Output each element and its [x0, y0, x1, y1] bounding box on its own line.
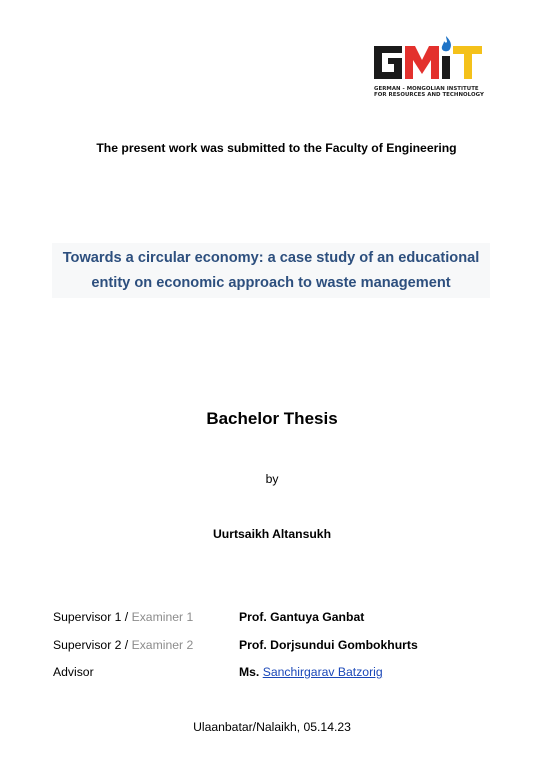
thesis-title — [52, 246, 490, 296]
thesis-title-line-1: Towards a circular economy: a case study of an educational — [62, 250, 480, 266]
submission-statement: The present work was submitted to the Faculty of Engineering — [96, 141, 457, 155]
advisor-row — [53, 665, 523, 683]
supervisor-2-name: Prof. Dorjsundui Gombokhurts — [239, 638, 418, 652]
institute-name-line-1: GERMAN - MONGOLIAN INSTITUTE — [374, 86, 479, 92]
supervisor-2-role: Supervisor 2 / — [53, 638, 132, 652]
by-label: by — [265, 472, 279, 486]
examiner-2-role: Examiner 2 — [131, 638, 194, 652]
place-and-date: Ulaanbatar/Nalaikh, 05.14.23 — [193, 720, 351, 734]
supervisor-1-label — [53, 610, 193, 624]
supervisor-2-row — [53, 638, 523, 656]
supervisor-1-row — [53, 610, 523, 628]
thesis-type-heading: Bachelor Thesis — [206, 409, 338, 428]
author-name: Uurtsaikh Altansukh — [212, 527, 332, 541]
institute-name-line-2: FOR RESOURCES AND TECHNOLOGY — [374, 92, 484, 99]
advisor-label: Advisor — [53, 665, 94, 679]
institute-logo — [372, 34, 484, 104]
thesis-title-line-2: entity on economic approach to waste management — [91, 275, 451, 291]
supervisor-2-label — [53, 638, 193, 652]
advisor-title-prefix: Ms. — [239, 665, 263, 679]
advisor-name — [239, 665, 383, 679]
supervisor-1-name: Prof. Gantuya Ganbat — [239, 610, 365, 624]
examiner-1-role: Examiner 1 — [131, 610, 194, 624]
advisor-name-link[interactable]: Sanchirgarav Batzorig — [262, 665, 383, 679]
supervisor-1-role: Supervisor 1 / — [53, 610, 132, 624]
gmit-logo-icon — [372, 34, 484, 82]
institute-name — [374, 86, 486, 99]
